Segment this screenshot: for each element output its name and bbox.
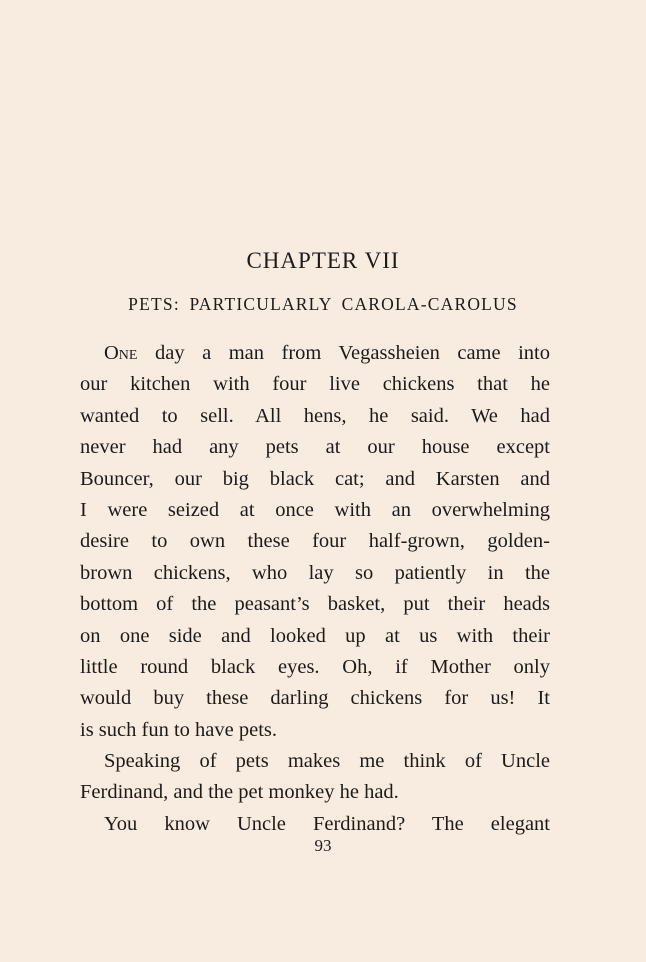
text-line-content: day a man from Vegassheien came into bbox=[137, 342, 550, 364]
text-line: wanted to sell. All hens, he said. We had bbox=[80, 404, 550, 427]
text-line: our kitchen with four live chickens that he bbox=[80, 373, 550, 396]
text-line: desire to own these four half-grown, golden- bbox=[80, 530, 550, 553]
chapter-subtitle: PETS: PARTICULARLY CAROLA-CAROLUS bbox=[128, 294, 518, 314]
chapter-title: CHAPTER VII bbox=[246, 248, 400, 273]
text-line: would buy these darling chickens for us! It bbox=[80, 687, 550, 710]
text-line: bottom of the peasant’s basket, put their heads bbox=[80, 593, 550, 616]
page-number: 93 bbox=[314, 836, 332, 855]
first-word: One bbox=[104, 342, 138, 364]
text-line: little round black eyes. Oh, if Mother only bbox=[80, 655, 550, 678]
text-line: Ferdinand, and the pet monkey he had. bbox=[80, 781, 399, 804]
body-text bbox=[80, 338, 550, 840]
text-line: on one side and looked up at us with their bbox=[80, 624, 550, 647]
text-line bbox=[80, 338, 550, 369]
text-line: Speaking of pets makes me think of Uncle bbox=[104, 750, 550, 773]
text-line: is such fun to have pets. bbox=[80, 718, 277, 741]
text-line: I were seized at once with an overwhelming bbox=[80, 498, 550, 521]
text-line: brown chickens, who lay so patiently in the bbox=[80, 561, 550, 584]
text-line: You know Uncle Ferdinand? The elegant bbox=[104, 812, 550, 835]
text-line: never had any pets at our house except bbox=[80, 436, 550, 459]
text-line: Bouncer, our big black cat; and Karsten and bbox=[80, 467, 550, 490]
